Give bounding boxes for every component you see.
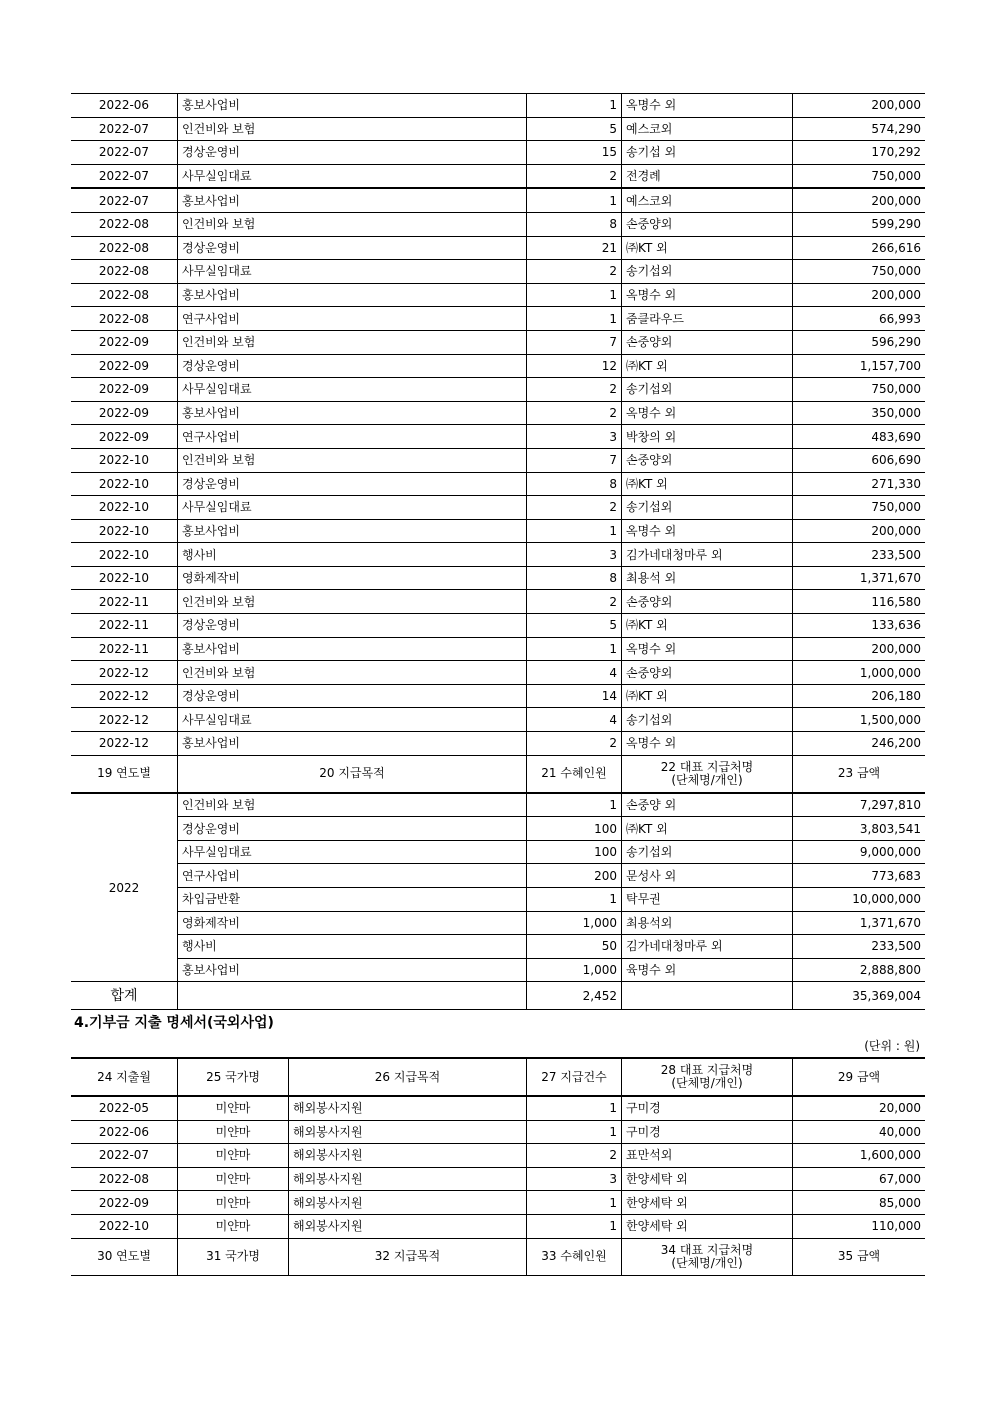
amount-cell: 2,888,800 xyxy=(793,958,926,982)
date-cell: 2022-12 xyxy=(71,708,178,732)
purpose-cell: 홍보사업비 xyxy=(178,283,527,307)
header-cell: 21 수혜인원 xyxy=(527,755,622,793)
payee-cell: 한양세탁 외 xyxy=(622,1191,793,1215)
table-row xyxy=(71,958,925,982)
total-row xyxy=(71,982,925,1010)
purpose-cell: 경상운영비 xyxy=(178,684,527,708)
purpose-cell: 해외봉사지원 xyxy=(289,1191,527,1215)
count-cell: 1 xyxy=(527,94,622,118)
amount-cell: 7,297,810 xyxy=(793,793,926,817)
date-cell: 2022-07 xyxy=(71,164,178,188)
header-cell xyxy=(622,1238,793,1275)
table-row xyxy=(71,708,925,732)
payee-cell: 옥명수 외 xyxy=(622,519,793,543)
table-row xyxy=(71,307,925,331)
table-row xyxy=(71,425,925,449)
date-cell: 2022-10 xyxy=(71,472,178,496)
count-cell: 2 xyxy=(527,732,622,756)
count-cell: 2 xyxy=(527,164,622,188)
purpose-cell: 경상운영비 xyxy=(178,141,527,165)
table-row xyxy=(71,614,925,638)
amount-cell: 133,636 xyxy=(793,614,926,638)
amount-cell: 266,616 xyxy=(793,236,926,260)
purpose-cell: 행사비 xyxy=(178,935,527,959)
payee-cell: 김가네대청마루 외 xyxy=(622,543,793,567)
payee-cell: 박창의 외 xyxy=(622,425,793,449)
amount-cell: 3,803,541 xyxy=(793,817,926,841)
country-cell: 미얀마 xyxy=(178,1167,289,1191)
count-cell: 8 xyxy=(527,472,622,496)
purpose-cell: 연구사업비 xyxy=(178,307,527,331)
table-row xyxy=(71,519,925,543)
header-cell: 31 국가명 xyxy=(178,1238,289,1275)
purpose-cell: 행사비 xyxy=(178,543,527,567)
payee-cell: 한양세탁 외 xyxy=(622,1167,793,1191)
purpose-cell: 인건비와 보험 xyxy=(178,793,527,817)
header-cell: 32 지급목적 xyxy=(289,1238,527,1275)
table-row xyxy=(71,188,925,212)
purpose-cell: 해외봉사지원 xyxy=(289,1144,527,1168)
payee-cell: 전경례 xyxy=(622,164,793,188)
count-cell: 5 xyxy=(527,117,622,141)
country-cell: 미얀마 xyxy=(178,1096,289,1120)
payee-cell: 옥명수 외 xyxy=(622,732,793,756)
amount-cell: 750,000 xyxy=(793,164,926,188)
header-line: 34 대표 지급처명 xyxy=(660,1242,754,1257)
table-row xyxy=(71,840,925,864)
count-cell: 2 xyxy=(527,590,622,614)
date-cell: 2022-08 xyxy=(71,236,178,260)
count-cell: 2 xyxy=(527,260,622,284)
count-cell: 1 xyxy=(527,188,622,212)
purpose-cell: 홍보사업비 xyxy=(178,94,527,118)
table-row xyxy=(71,1191,925,1215)
amount-cell: 1,600,000 xyxy=(793,1144,926,1168)
table-row xyxy=(71,94,925,118)
count-cell: 1 xyxy=(527,1191,622,1215)
amount-cell: 20,000 xyxy=(793,1096,926,1120)
date-cell: 2022-11 xyxy=(71,590,178,614)
header-cell: 19 연도별 xyxy=(71,755,178,793)
table-row xyxy=(71,935,925,959)
amount-cell: 40,000 xyxy=(793,1120,926,1144)
table-row xyxy=(71,864,925,888)
purpose-cell: 홍보사업비 xyxy=(178,732,527,756)
count-cell: 12 xyxy=(527,354,622,378)
header-cell: 23 금액 xyxy=(793,755,926,793)
date-cell: 2022-09 xyxy=(71,425,178,449)
table-row xyxy=(71,448,925,472)
date-cell: 2022-07 xyxy=(71,141,178,165)
year-cell: 2022 xyxy=(71,793,178,982)
payee-cell: 송기섭외 xyxy=(622,260,793,284)
amount-cell: 750,000 xyxy=(793,496,926,520)
count-cell: 1 xyxy=(527,637,622,661)
table-row xyxy=(71,732,925,756)
unit-label: (단위 : 원) xyxy=(864,1039,920,1053)
purpose-cell: 경상운영비 xyxy=(178,236,527,260)
purpose-cell: 사무실임대료 xyxy=(178,708,527,732)
total-label: 합계 xyxy=(71,982,178,1010)
count-cell: 2 xyxy=(527,1144,622,1168)
count-cell: 1 xyxy=(527,307,622,331)
purpose-cell: 사무실임대료 xyxy=(178,496,527,520)
table-row xyxy=(71,637,925,661)
count-cell: 1 xyxy=(527,1120,622,1144)
purpose-cell: 해외봉사지원 xyxy=(289,1167,527,1191)
payee-cell: 육명수 외 xyxy=(622,958,793,982)
country-cell: 미얀마 xyxy=(178,1120,289,1144)
table-row xyxy=(71,888,925,912)
date-cell: 2022-10 xyxy=(71,1214,178,1238)
date-cell: 2022-11 xyxy=(71,614,178,638)
payee-cell: 최용석 외 xyxy=(622,566,793,590)
table-header-row xyxy=(71,755,925,793)
payee-cell: 옥명수 외 xyxy=(622,94,793,118)
table-row xyxy=(71,566,925,590)
table-row xyxy=(71,378,925,402)
amount-cell: 67,000 xyxy=(793,1167,926,1191)
purpose-cell: 해외봉사지원 xyxy=(289,1096,527,1120)
purpose-cell: 인건비와 보험 xyxy=(178,448,527,472)
payee-cell: 김가네대청마루 외 xyxy=(622,935,793,959)
count-cell: 4 xyxy=(527,708,622,732)
payee-cell: 옥명수 외 xyxy=(622,637,793,661)
header-cell: 25 국가명 xyxy=(178,1058,289,1096)
total-amount-cell: 35,369,004 xyxy=(793,982,926,1010)
table-row xyxy=(71,817,925,841)
table-row xyxy=(71,1120,925,1144)
amount-cell: 596,290 xyxy=(793,330,926,354)
amount-cell: 773,683 xyxy=(793,864,926,888)
amount-cell: 116,580 xyxy=(793,590,926,614)
payee-cell: 손중양외 xyxy=(622,448,793,472)
count-cell: 7 xyxy=(527,448,622,472)
date-cell: 2022-10 xyxy=(71,448,178,472)
header-line: 28 대표 지급처명 xyxy=(660,1063,754,1078)
payee-cell: 한양세탁 외 xyxy=(622,1214,793,1238)
purpose-cell: 연구사업비 xyxy=(178,864,527,888)
amount-cell: 1,371,670 xyxy=(793,566,926,590)
header-cell: 24 지출월 xyxy=(71,1058,178,1096)
amount-cell: 1,371,670 xyxy=(793,911,926,935)
payee-cell: 구미경 xyxy=(622,1096,793,1120)
purpose-cell: 사무실임대료 xyxy=(178,164,527,188)
payee-cell: 문성사 외 xyxy=(622,864,793,888)
header-line: (단체명/개인) xyxy=(671,1076,743,1090)
amount-cell: 1,500,000 xyxy=(793,708,926,732)
date-cell: 2022-05 xyxy=(71,1096,178,1120)
amount-cell: 170,292 xyxy=(793,141,926,165)
amount-cell: 271,330 xyxy=(793,472,926,496)
payee-cell: 송기섭외 xyxy=(622,708,793,732)
table-row xyxy=(71,543,925,567)
date-cell: 2022-06 xyxy=(71,94,178,118)
header-line: 22 대표 지급처명 xyxy=(660,760,754,775)
amount-cell: 206,180 xyxy=(793,684,926,708)
amount-cell: 233,500 xyxy=(793,543,926,567)
header-line: (단체명/개인) xyxy=(671,772,743,787)
amount-cell: 1,000,000 xyxy=(793,661,926,685)
amount-cell: 200,000 xyxy=(793,637,926,661)
count-cell: 1 xyxy=(527,519,622,543)
amount-cell: 246,200 xyxy=(793,732,926,756)
table-row xyxy=(71,684,925,708)
date-cell: 2022-12 xyxy=(71,684,178,708)
payee-cell: 송기섭 외 xyxy=(622,141,793,165)
count-cell: 15 xyxy=(527,141,622,165)
count-cell: 50 xyxy=(527,935,622,959)
purpose-cell: 홍보사업비 xyxy=(178,637,527,661)
date-cell: 2022-09 xyxy=(71,330,178,354)
date-cell: 2022-07 xyxy=(71,117,178,141)
date-cell: 2022-07 xyxy=(71,1144,178,1168)
amount-cell: 200,000 xyxy=(793,188,926,212)
date-cell: 2022-10 xyxy=(71,496,178,520)
amount-cell: 1,157,700 xyxy=(793,354,926,378)
overseas-expense-table xyxy=(71,1057,925,1276)
table-row xyxy=(71,1214,925,1238)
amount-cell: 599,290 xyxy=(793,212,926,236)
purpose-cell: 경상운영비 xyxy=(178,614,527,638)
purpose-cell: 영화제작비 xyxy=(178,911,527,935)
table-row xyxy=(71,793,925,817)
payee-cell: 최용석외 xyxy=(622,911,793,935)
count-cell: 14 xyxy=(527,684,622,708)
amount-cell: 574,290 xyxy=(793,117,926,141)
header-cell: 27 지급건수 xyxy=(527,1058,622,1096)
header-cell: 29 금액 xyxy=(793,1058,926,1096)
purpose-cell: 인건비와 보험 xyxy=(178,661,527,685)
table-row xyxy=(71,911,925,935)
purpose-cell: 홍보사업비 xyxy=(178,401,527,425)
count-cell: 1 xyxy=(527,283,622,307)
header-cell: 33 수혜인원 xyxy=(527,1238,622,1275)
count-cell: 2 xyxy=(527,378,622,402)
count-cell: 1,000 xyxy=(527,958,622,982)
purpose-cell: 경상운영비 xyxy=(178,354,527,378)
payee-cell: 표만석외 xyxy=(622,1144,793,1168)
count-cell: 4 xyxy=(527,661,622,685)
table-header-row xyxy=(71,1058,925,1096)
amount-cell: 750,000 xyxy=(793,260,926,284)
count-cell: 3 xyxy=(527,1167,622,1191)
header-cell: 30 연도별 xyxy=(71,1238,178,1275)
payee-cell: 옥명수 외 xyxy=(622,283,793,307)
date-cell: 2022-08 xyxy=(71,260,178,284)
amount-cell: 110,000 xyxy=(793,1214,926,1238)
total-payee-cell xyxy=(622,982,793,1010)
total-purpose-cell xyxy=(178,982,527,1010)
purpose-cell: 인건비와 보험 xyxy=(178,330,527,354)
payee-cell: 손중양외 xyxy=(622,212,793,236)
payee-cell: ㈜KT 외 xyxy=(622,614,793,638)
purpose-cell: 해외봉사지원 xyxy=(289,1214,527,1238)
payee-cell: 손중양외 xyxy=(622,330,793,354)
payee-cell: 송기섭외 xyxy=(622,496,793,520)
header-cell: 26 지급목적 xyxy=(289,1058,527,1096)
date-cell: 2022-09 xyxy=(71,1191,178,1215)
payee-cell: 옥명수 외 xyxy=(622,401,793,425)
amount-cell: 66,993 xyxy=(793,307,926,331)
date-cell: 2022-09 xyxy=(71,401,178,425)
payee-cell: 예스코외 xyxy=(622,117,793,141)
domestic-expense-table xyxy=(71,93,925,1010)
count-cell: 8 xyxy=(527,212,622,236)
table-row xyxy=(71,283,925,307)
count-cell: 8 xyxy=(527,566,622,590)
purpose-cell: 사무실임대료 xyxy=(178,378,527,402)
table-header-row xyxy=(71,1238,925,1275)
purpose-cell: 경상운영비 xyxy=(178,472,527,496)
payee-cell: 구미경 xyxy=(622,1120,793,1144)
count-cell: 100 xyxy=(527,817,622,841)
date-cell: 2022-08 xyxy=(71,1167,178,1191)
table-row xyxy=(71,1144,925,1168)
purpose-cell: 사무실임대료 xyxy=(178,260,527,284)
payee-cell: 탁무권 xyxy=(622,888,793,912)
purpose-cell: 해외봉사지원 xyxy=(289,1120,527,1144)
amount-cell: 10,000,000 xyxy=(793,888,926,912)
table-row xyxy=(71,1096,925,1120)
table-row xyxy=(71,661,925,685)
table-row xyxy=(71,472,925,496)
amount-cell: 200,000 xyxy=(793,283,926,307)
amount-cell: 350,000 xyxy=(793,401,926,425)
table-row xyxy=(71,354,925,378)
purpose-cell: 인건비와 보험 xyxy=(178,117,527,141)
amount-cell: 606,690 xyxy=(793,448,926,472)
payee-cell: ㈜KT 외 xyxy=(622,684,793,708)
date-cell: 2022-08 xyxy=(71,307,178,331)
date-cell: 2022-07 xyxy=(71,188,178,212)
count-cell: 2 xyxy=(527,496,622,520)
total-count-cell: 2,452 xyxy=(527,982,622,1010)
amount-cell: 233,500 xyxy=(793,935,926,959)
amount-cell: 200,000 xyxy=(793,519,926,543)
count-cell: 7 xyxy=(527,330,622,354)
header-line: (단체명/개인) xyxy=(671,1255,743,1270)
table-row xyxy=(71,590,925,614)
country-cell: 미얀마 xyxy=(178,1191,289,1215)
count-cell: 5 xyxy=(527,614,622,638)
country-cell: 미얀마 xyxy=(178,1144,289,1168)
header-cell: 35 금액 xyxy=(793,1238,926,1275)
payee-cell: ㈜KT 외 xyxy=(622,817,793,841)
count-cell: 3 xyxy=(527,425,622,449)
date-cell: 2022-12 xyxy=(71,732,178,756)
table-row xyxy=(71,236,925,260)
section-title: 4.기부금 지출 명세서(국외사업) xyxy=(74,1015,274,1031)
count-cell: 1,000 xyxy=(527,911,622,935)
purpose-cell: 인건비와 보험 xyxy=(178,590,527,614)
payee-cell: 줌클라우드 xyxy=(622,307,793,331)
count-cell: 3 xyxy=(527,543,622,567)
purpose-cell: 인건비와 보험 xyxy=(178,212,527,236)
payee-cell: 손중양외 xyxy=(622,661,793,685)
header-cell xyxy=(622,755,793,793)
country-cell: 미얀마 xyxy=(178,1214,289,1238)
table-row xyxy=(71,1167,925,1191)
amount-cell: 483,690 xyxy=(793,425,926,449)
date-cell: 2022-10 xyxy=(71,543,178,567)
payee-cell: 손중양외 xyxy=(622,590,793,614)
amount-cell: 85,000 xyxy=(793,1191,926,1215)
purpose-cell: 경상운영비 xyxy=(178,817,527,841)
table-row xyxy=(71,212,925,236)
count-cell: 1 xyxy=(527,1096,622,1120)
payee-cell: 송기섭외 xyxy=(622,378,793,402)
payee-cell: ㈜KT 외 xyxy=(622,354,793,378)
count-cell: 100 xyxy=(527,840,622,864)
date-cell: 2022-11 xyxy=(71,637,178,661)
date-cell: 2022-09 xyxy=(71,354,178,378)
purpose-cell: 홍보사업비 xyxy=(178,188,527,212)
count-cell: 2 xyxy=(527,401,622,425)
date-cell: 2022-09 xyxy=(71,378,178,402)
amount-cell: 9,000,000 xyxy=(793,840,926,864)
purpose-cell: 영화제작비 xyxy=(178,566,527,590)
table-row xyxy=(71,164,925,188)
date-cell: 2022-10 xyxy=(71,519,178,543)
payee-cell: ㈜KT 외 xyxy=(622,472,793,496)
table-row xyxy=(71,117,925,141)
purpose-cell: 차입금반환 xyxy=(178,888,527,912)
purpose-cell: 홍보사업비 xyxy=(178,958,527,982)
count-cell: 21 xyxy=(527,236,622,260)
count-cell: 200 xyxy=(527,864,622,888)
date-cell: 2022-08 xyxy=(71,212,178,236)
table-row xyxy=(71,401,925,425)
amount-cell: 200,000 xyxy=(793,94,926,118)
count-cell: 1 xyxy=(527,1214,622,1238)
table-row xyxy=(71,141,925,165)
table-row xyxy=(71,330,925,354)
payee-cell: ㈜KT 외 xyxy=(622,236,793,260)
amount-cell: 750,000 xyxy=(793,378,926,402)
date-cell: 2022-06 xyxy=(71,1120,178,1144)
purpose-cell: 사무실임대료 xyxy=(178,840,527,864)
date-cell: 2022-10 xyxy=(71,566,178,590)
table-row xyxy=(71,260,925,284)
count-cell: 1 xyxy=(527,793,622,817)
date-cell: 2022-12 xyxy=(71,661,178,685)
purpose-cell: 연구사업비 xyxy=(178,425,527,449)
purpose-cell: 홍보사업비 xyxy=(178,519,527,543)
count-cell: 1 xyxy=(527,888,622,912)
payee-cell: 예스코외 xyxy=(622,188,793,212)
table-row xyxy=(71,496,925,520)
header-cell xyxy=(622,1058,793,1096)
payee-cell: 손중양 외 xyxy=(622,793,793,817)
header-cell: 20 지급목적 xyxy=(178,755,527,793)
payee-cell: 송기섭외 xyxy=(622,840,793,864)
date-cell: 2022-08 xyxy=(71,283,178,307)
